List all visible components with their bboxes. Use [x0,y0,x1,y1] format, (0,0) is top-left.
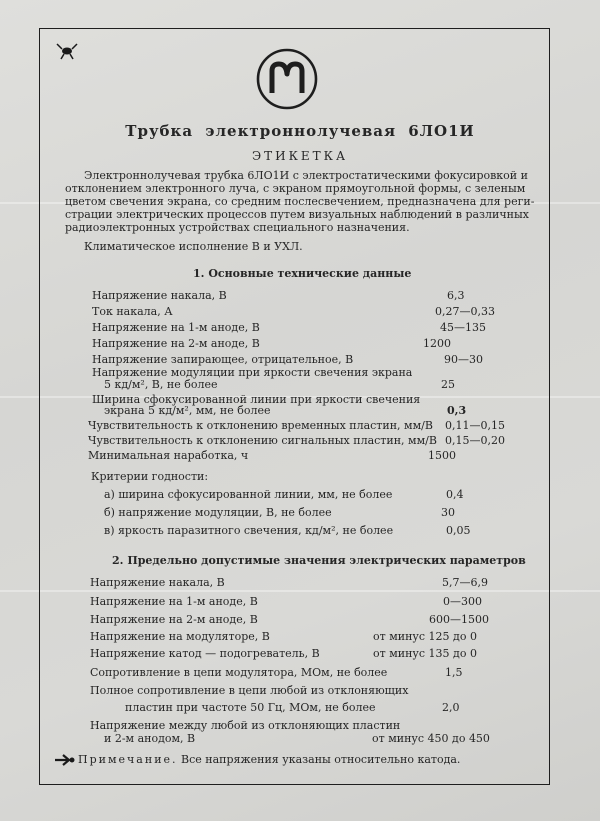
param-label-cont: экрана 5 кд/м², мм, не более [104,404,271,417]
note-text: Все напряжения указаны относительно катода. [181,753,461,766]
note-label: Примечание. [78,753,178,766]
criterion-value: 30 [441,506,455,519]
criterion-label: б) напряжение модуляции, В, не более [104,506,332,519]
limit-label: Напряжение на модуляторе, В [90,630,270,643]
param-value: 0,27—0,33 [435,305,495,318]
param-value: 6,3 [447,289,465,302]
intro-line: страции электрических процессов путем визуальных наблюдений в различных [65,208,529,221]
param-label: Чувствительность к отклонению сигнальных пластин, мм/В [88,434,437,447]
criterion-label: а) ширина сфокусированной линии, мм, не более [104,488,393,501]
criterion-value: 0,4 [446,488,464,501]
limit-label: Полное сопротивление в цепи любой из отклоняющих [90,684,409,697]
intro-line: радиоэлектронных устройствах специального назначения. [65,221,410,234]
limit-value: от минус 135 до 0 [373,647,477,660]
limit-value: 1,5 [445,666,463,679]
limit-label-cont: пластин при частоте 50 Гц, МОм, не более [125,701,376,714]
param-label: Напряжение модуляции при яркости свечения экрана [92,366,413,379]
param-value: 1500 [428,449,456,462]
climate-line: Климатическое исполнение В и УХЛ. [84,240,303,253]
param-value: 45—135 [440,321,486,334]
document-subtitle: ЭТИКЕТКА [251,149,349,163]
limit-value: 0—300 [443,595,482,608]
param-label: Напряжение накала, В [92,289,227,302]
intro-line: Электроннолучевая трубка 6ЛО1И с электростатическими фокусировкой и [84,169,528,182]
criteria-title: Критерии годности: [91,470,209,483]
section1-title: 1. Основные технические данные [193,267,412,280]
param-label-cont: 5 кд/м², В, не более [104,378,218,391]
document-title: Трубка электроннолучевая 6ЛО1И [125,122,475,140]
criterion-value: 0,05 [446,524,471,537]
section2-title: 2. Предельно допустимые значения электрических параметров [112,554,526,567]
param-value: 0,3 [447,404,467,417]
limit-label: Напряжение между любой из отклоняющих пластин [90,719,401,732]
insect-mark-icon [55,40,79,60]
param-value: 25 [441,378,455,391]
param-label: Минимальная наработка, ч [88,449,249,462]
param-label: Напряжение на 2-м аноде, В [92,337,260,350]
param-value: 0,11—0,15 [445,419,505,432]
note-line [78,753,460,766]
param-label: Ширина сфокусированной линии при яркости свечения [92,393,421,406]
limit-label: Напряжение накала, В [90,576,225,589]
limit-label-cont: и 2-м анодом, В [104,732,196,745]
param-label: Чувствительность к отклонению временных пластин, мм/В [88,419,433,432]
limit-label: Сопротивление в цепи модулятора, МОм, не более [90,666,388,679]
limit-value: от минус 450 до 450 [372,732,490,745]
limit-value: 5,7—6,9 [442,576,488,589]
limit-label: Напряжение на 2-м аноде, В [90,613,258,626]
limit-label: Напряжение на 1-м аноде, В [90,595,258,608]
param-label: Напряжение на 1-м аноде, В [92,321,260,334]
intro-line: цветом свечения экрана, со средним послесвечением, предназначена для реги- [65,195,535,208]
limit-label: Напряжение катод — подогреватель, В [90,647,320,660]
limit-value: от минус 125 до 0 [373,630,477,643]
intro-line: отклонением электронного луча, с экраном прямоугольной формы, с зеленым [65,182,526,195]
pointing-hand-icon [54,753,76,767]
manufacturer-logo-icon [255,47,319,111]
criterion-label: в) яркость паразитного свечения, кд/м², не более [104,524,394,537]
param-value: 0,15—0,20 [445,434,505,447]
limit-value: 2,0 [442,701,460,714]
param-label: Ток накала, А [92,305,173,318]
param-value: 1200 [423,337,451,350]
param-label: Напряжение запирающее, отрицательное, В [92,353,354,366]
param-value: 90—30 [444,353,483,366]
limit-value: 600—1500 [429,613,489,626]
